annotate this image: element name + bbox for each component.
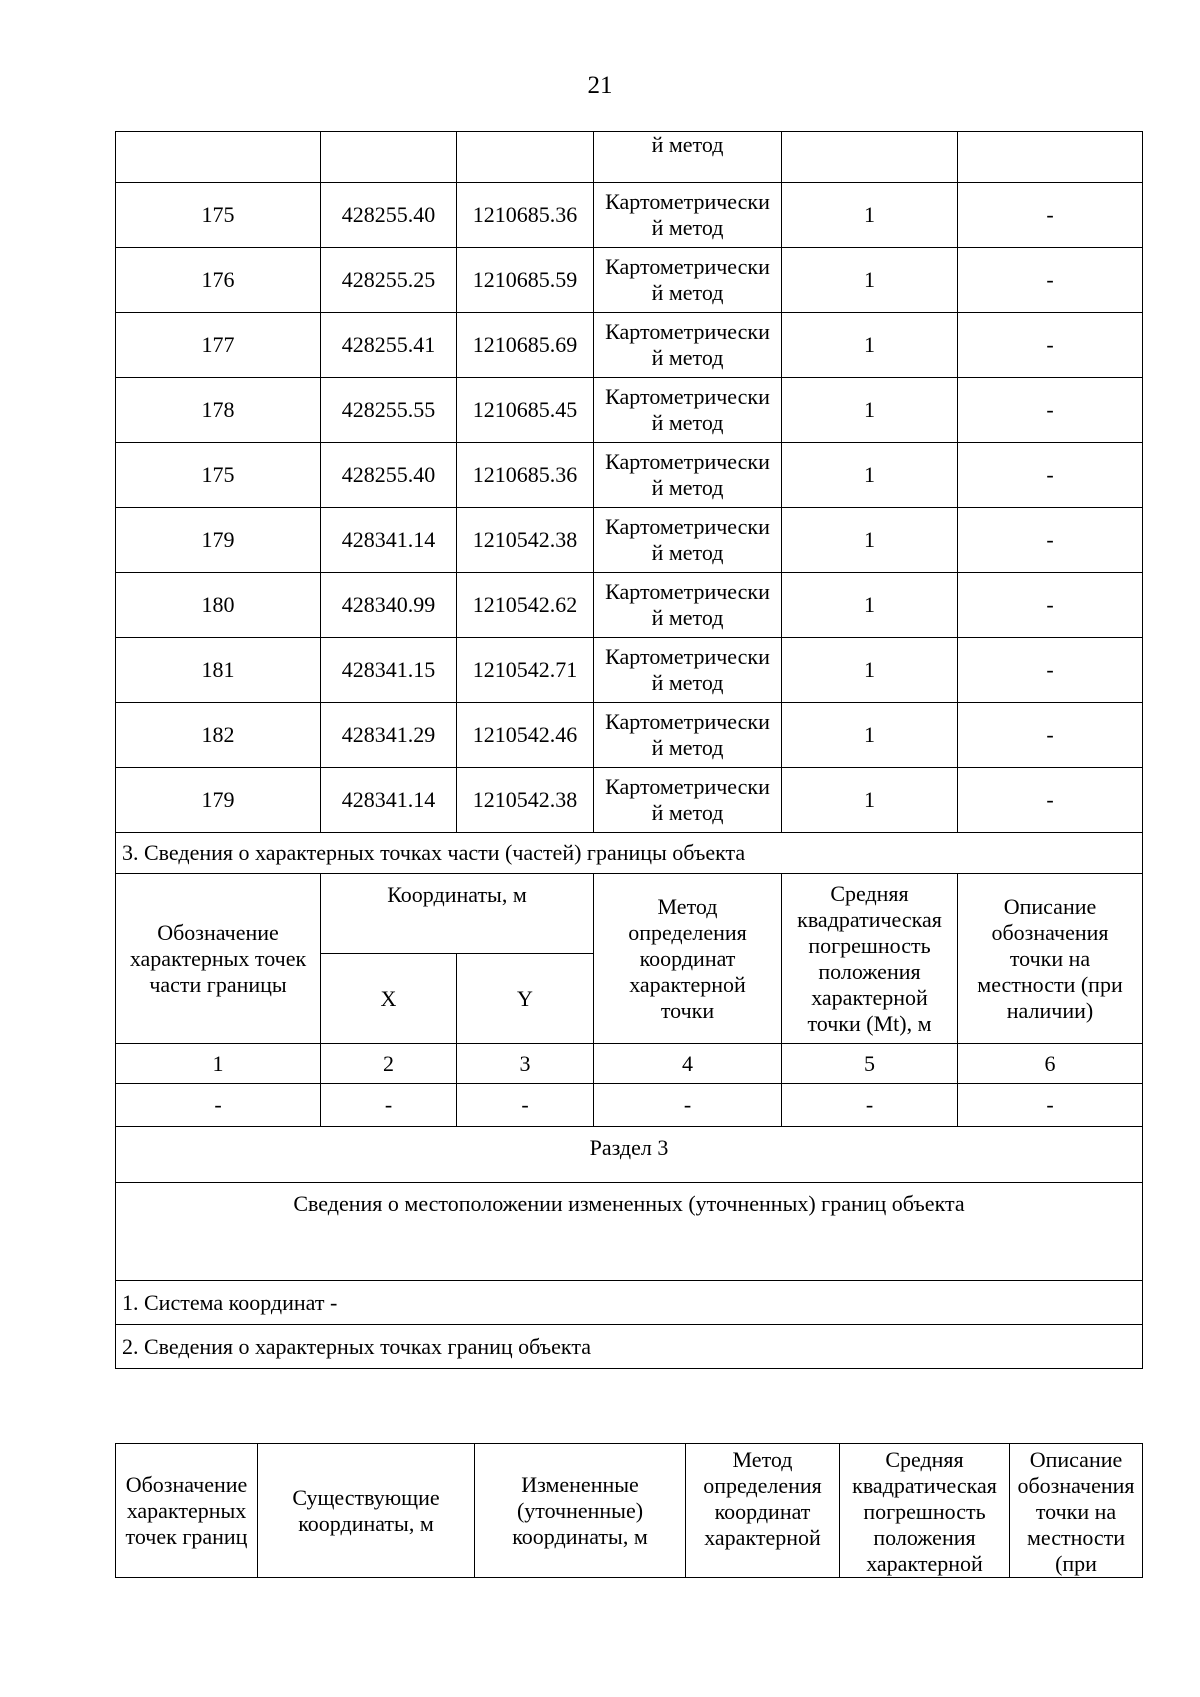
method-cell	[594, 703, 782, 768]
point-cell: 175	[116, 183, 321, 248]
cell-line: определения	[703, 1473, 822, 1498]
cell-line: й метод	[651, 410, 724, 435]
error-cell: 1	[782, 313, 958, 378]
cell-line: характерных точек	[129, 945, 307, 971]
method-cell: й метод	[594, 132, 782, 183]
y-cell: 1210542.38	[457, 768, 594, 833]
table-row	[116, 313, 1143, 378]
cell-line: (при	[1055, 1551, 1097, 1576]
table-row	[116, 768, 1143, 833]
cell-line: Описание	[1029, 1447, 1123, 1472]
table-row	[116, 638, 1143, 703]
description-cell: -	[958, 573, 1143, 638]
cell-line: положения	[818, 958, 921, 984]
cell-line: Обозначение	[125, 1471, 248, 1497]
cell-line: й метод	[651, 345, 724, 370]
table-row	[116, 443, 1143, 508]
description-cell: -	[958, 313, 1143, 378]
y-cell: 1210685.36	[457, 443, 594, 508]
x-cell: 428255.55	[321, 378, 457, 443]
column-number: 1	[116, 1044, 321, 1084]
y-cell: 1210542.38	[457, 508, 594, 573]
continuation-row	[116, 132, 1143, 183]
error-cell: 1	[782, 183, 958, 248]
cell-line: й метод	[651, 215, 724, 240]
cell-line: характерной	[629, 971, 746, 997]
cell-line: й метод	[651, 540, 724, 565]
col-error-header	[782, 874, 958, 1044]
column-number: 5	[782, 1044, 958, 1084]
cell-line: наличии)	[1006, 997, 1094, 1023]
cell-line: (уточненные)	[516, 1497, 644, 1523]
x-cell: 428341.14	[321, 768, 457, 833]
coord-system-line: 1. Система координат -	[116, 1281, 1143, 1325]
point-cell: 179	[116, 768, 321, 833]
cell-line: квадратическая	[852, 1473, 997, 1498]
col-coords-header: Координаты, м	[321, 874, 594, 954]
point-cell: 180	[116, 573, 321, 638]
empty-cell: -	[457, 1084, 594, 1127]
column-number: 2	[321, 1044, 457, 1084]
y-cell: 1210542.62	[457, 573, 594, 638]
error-cell: 1	[782, 378, 958, 443]
description-cell: -	[958, 703, 1143, 768]
x-cell: 428255.40	[321, 183, 457, 248]
section3-heading: Раздел 3	[116, 1127, 1143, 1183]
cell-line: Картометрически	[605, 384, 770, 409]
col-description-header	[1010, 1444, 1143, 1578]
y-cell: 1210685.36	[457, 183, 594, 248]
y-cell: 1210685.69	[457, 313, 594, 378]
empty-cell: -	[321, 1084, 457, 1127]
col-method-header	[594, 874, 782, 1044]
cell-line: Существующие	[292, 1484, 440, 1510]
cell-line: части границы	[149, 971, 287, 997]
empty-cell: -	[594, 1084, 782, 1127]
cell-line: обозначения	[1017, 1473, 1135, 1498]
cell-line: й метод	[651, 475, 724, 500]
cell-line: положения	[873, 1525, 976, 1550]
error-cell: 1	[782, 703, 958, 768]
cell-line: характерных	[126, 1497, 247, 1523]
empty-cell: -	[958, 1084, 1143, 1127]
y-cell: 1210542.46	[457, 703, 594, 768]
description-cell: -	[958, 443, 1143, 508]
cell-line: Картометрически	[605, 774, 770, 799]
cell-line: точки на	[1009, 945, 1091, 971]
cell-line: погрешность	[808, 932, 931, 958]
cell-line: координат	[639, 945, 736, 971]
cell-line: точки на	[1035, 1499, 1117, 1524]
cell-line: погрешность	[863, 1499, 986, 1524]
description-cell: -	[958, 768, 1143, 833]
method-cell	[594, 573, 782, 638]
table-row	[116, 508, 1143, 573]
error-cell: 1	[782, 248, 958, 313]
table-row	[116, 573, 1143, 638]
method-cell	[594, 638, 782, 703]
points-table	[115, 131, 1143, 1369]
x-cell: 428255.41	[321, 313, 457, 378]
cell-line: характерной	[704, 1525, 821, 1550]
cell-line: обозначения	[991, 919, 1109, 945]
section3-subheading: Сведения о местоположении измененных (уточненных) границ объекта	[116, 1183, 1143, 1281]
cell-line: й метод	[651, 800, 724, 825]
method-cell	[594, 183, 782, 248]
x-cell: 428341.14	[321, 508, 457, 573]
points-title-line: 2. Сведения о характерных точках границ объекта	[116, 1325, 1143, 1369]
cell-line: характерной	[811, 984, 928, 1010]
col-error-header	[840, 1444, 1010, 1578]
description-cell: -	[958, 508, 1143, 573]
cell-line: точки	[660, 997, 715, 1023]
column-number: 3	[457, 1044, 594, 1084]
cell-line: местности (при	[977, 971, 1123, 997]
x-cell: 428341.15	[321, 638, 457, 703]
table-row	[116, 248, 1143, 313]
y-cell: 1210685.59	[457, 248, 594, 313]
cell-line: точек границ	[125, 1523, 248, 1549]
cell-line: Картометрически	[605, 319, 770, 344]
x-cell: 428255.40	[321, 443, 457, 508]
error-cell: 1	[782, 768, 958, 833]
column-number: 4	[594, 1044, 782, 1084]
cell-line: характерной	[866, 1551, 983, 1576]
cell-line: й метод	[651, 735, 724, 760]
cell-line: й метод	[651, 605, 724, 630]
description-cell: -	[958, 378, 1143, 443]
changed-boundary-points-header	[115, 1443, 1143, 1578]
col-y-header: Y	[457, 954, 594, 1044]
error-cell: 1	[782, 443, 958, 508]
error-cell: 1	[782, 508, 958, 573]
cell-line: Картометрически	[605, 449, 770, 474]
column-number: 6	[958, 1044, 1143, 1084]
cell-line: й метод	[651, 280, 724, 305]
cell-line: Обозначение	[157, 919, 279, 945]
col-description-header	[958, 874, 1143, 1044]
cell-line: Картометрически	[605, 189, 770, 214]
col-changed-header	[475, 1444, 686, 1578]
point-cell: 175	[116, 443, 321, 508]
method-cell	[594, 313, 782, 378]
cell-line: координаты, м	[512, 1523, 648, 1549]
table-row	[116, 703, 1143, 768]
cell-line: координаты, м	[298, 1510, 434, 1536]
cell-line: Описание	[1003, 893, 1097, 919]
error-cell: 1	[782, 638, 958, 703]
point-cell: 182	[116, 703, 321, 768]
cell-line: й метод	[651, 670, 724, 695]
method-cell	[594, 248, 782, 313]
col-x-header: X	[321, 954, 457, 1044]
point-cell: 179	[116, 508, 321, 573]
cell-line: местности	[1026, 1525, 1126, 1550]
cell-line: Средняя	[830, 880, 909, 906]
cell-line: Метод	[657, 893, 718, 919]
col-method-header	[686, 1444, 840, 1578]
cell-line: Картометрически	[605, 514, 770, 539]
cell-line: Метод	[732, 1447, 793, 1472]
cell-line: определения	[628, 919, 747, 945]
error-cell: 1	[782, 573, 958, 638]
page-number: 21	[587, 72, 613, 99]
description-cell: -	[958, 638, 1143, 703]
y-cell: 1210542.71	[457, 638, 594, 703]
point-cell: 178	[116, 378, 321, 443]
method-cell	[594, 443, 782, 508]
x-cell: 428341.29	[321, 703, 457, 768]
cell-line: координат	[714, 1499, 811, 1524]
x-cell: 428340.99	[321, 573, 457, 638]
x-cell: 428255.25	[321, 248, 457, 313]
cell-line: Картометрически	[605, 254, 770, 279]
col-point-header	[116, 1444, 258, 1578]
cell-line: Картометрически	[605, 644, 770, 669]
description-cell: -	[958, 183, 1143, 248]
method-cell	[594, 508, 782, 573]
cell-line: Измененные	[521, 1471, 639, 1497]
point-cell: 176	[116, 248, 321, 313]
y-cell: 1210685.45	[457, 378, 594, 443]
cell-line: Картометрически	[605, 709, 770, 734]
empty-cell: -	[782, 1084, 958, 1127]
empty-cell: -	[116, 1084, 321, 1127]
col-point-header	[116, 874, 321, 1044]
cell-line: Средняя	[885, 1447, 964, 1472]
method-cell	[594, 768, 782, 833]
method-cell	[594, 378, 782, 443]
description-cell: -	[958, 248, 1143, 313]
table-row	[116, 378, 1143, 443]
cell-line: Картометрически	[605, 579, 770, 604]
cell-line: точки (Mt), м	[807, 1010, 932, 1036]
point-cell: 181	[116, 638, 321, 703]
col-existing-header	[258, 1444, 475, 1578]
cell-line: квадратическая	[797, 906, 942, 932]
parts-section-title: 3. Сведения о характерных точках части (частей) границы объекта	[116, 833, 1143, 874]
table-row	[116, 183, 1143, 248]
point-cell: 177	[116, 313, 321, 378]
